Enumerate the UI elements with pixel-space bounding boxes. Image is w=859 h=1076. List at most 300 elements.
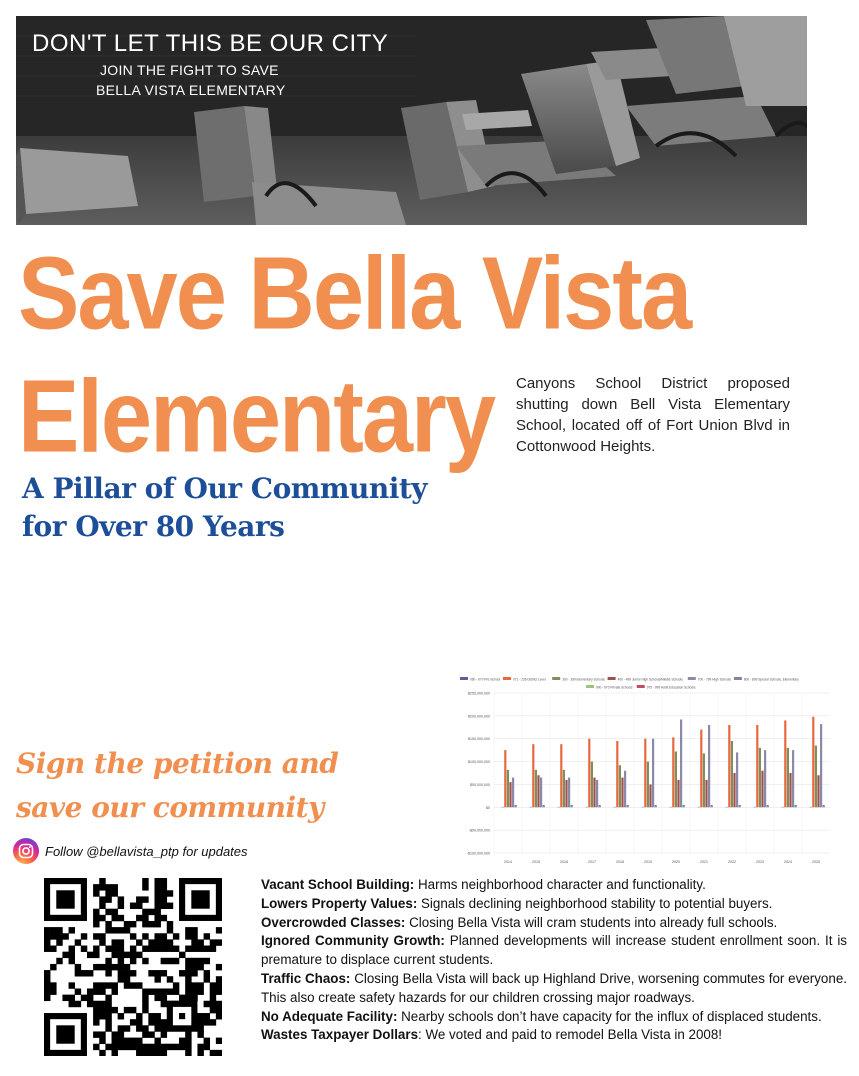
qr-module [44,982,50,988]
qr-module [210,1007,216,1013]
qr-module [197,939,203,945]
reason-label: Traffic Chaos: [261,970,351,986]
qr-module [130,946,136,952]
qr-module [185,1044,191,1050]
x-tick-label: 2018 [616,860,624,864]
bar [680,720,682,808]
qr-module [118,915,124,921]
qr-module [148,1050,154,1056]
reason-item [261,1008,847,1027]
qr-module [69,946,75,952]
qr-module [118,939,124,945]
qr-module [161,915,167,921]
qr-module [154,884,160,890]
legend-swatch [460,677,468,680]
qr-module [161,896,167,902]
qr-module [167,939,173,945]
bar [728,725,730,807]
hero-headline: DON'T LET THIS BE OUR CITY [32,30,389,57]
qr-module [185,958,191,964]
reason-item [261,932,847,970]
qr-module [50,964,56,970]
qr-module [161,995,167,1001]
qr-module [99,1013,105,1019]
qr-module [210,988,216,994]
qr-module [154,915,160,921]
qr-module [148,1013,154,1019]
bar [591,762,593,808]
qr-module [87,1001,93,1007]
qr-module [105,890,111,896]
y-tick-label: $150,000,000 [468,737,490,742]
bar [588,739,590,808]
bar [647,762,649,808]
qr-module [93,982,99,988]
qr-module [148,939,154,945]
bar [596,780,598,807]
qr-module [62,995,68,1001]
qr-module [93,1031,99,1037]
qr-module [99,1031,105,1037]
qr-module [99,964,105,970]
qr-module [112,982,118,988]
qr-module [185,927,191,933]
qr-module [142,988,148,994]
qr-module [124,1044,130,1050]
qr-module [204,1001,210,1007]
qr-module [75,1001,81,1007]
legend-swatch [734,677,742,680]
reasons-list [261,876,847,1045]
qr-module [142,878,148,884]
qr-module [112,909,118,915]
qr-module [167,946,173,952]
bar [795,805,797,807]
qr-module [197,1013,203,1019]
qr-module [216,1013,222,1019]
qr-module [185,933,191,939]
bar [540,778,542,808]
qr-module [112,915,118,921]
qr-module [197,1025,203,1031]
qr-module [142,958,148,964]
qr-module [118,1044,124,1050]
qr-module [69,1001,75,1007]
qr-module [118,958,124,964]
qr-module [136,1025,142,1031]
reason-item [261,970,847,1008]
bar [675,752,677,808]
qr-module [154,903,160,909]
qr-module [204,970,210,976]
qr-module [197,1050,203,1056]
qr-module [204,933,210,939]
qr-module [105,946,111,952]
instagram-follow[interactable] [13,838,248,864]
bar [817,775,819,807]
qr-module [62,952,68,958]
qr-module [112,1044,118,1050]
qr-module [99,1050,105,1056]
qr-module [185,1038,191,1044]
qr-module [136,915,142,921]
qr-module [167,903,173,909]
qr-module [154,970,160,976]
qr-module [154,933,160,939]
qr-module [142,1025,148,1031]
qr-module [56,939,62,945]
qr-module [191,946,197,952]
qr-module [173,933,179,939]
qr-module [179,1044,185,1050]
qr-module [142,1031,148,1037]
reason-text: Nearby schools don’t have capacity for the influx of displaced students. [397,1008,822,1024]
qr-module [142,1044,148,1050]
bar [565,780,567,807]
reason-item [261,914,847,933]
qr-module [216,927,222,933]
instagram-follow-text: Follow @bellavista_ptp for updates [45,843,248,859]
qr-module [142,896,148,902]
petition-call [16,742,338,830]
qr-module [99,878,105,884]
qr-module [142,933,148,939]
reason-text: Closing Bella Vista will cram students into already full schools. [405,914,778,930]
qr-module [99,903,105,909]
x-tick-label: 2014 [504,860,512,864]
qr-module [136,1038,142,1044]
qr-module [161,1050,167,1056]
qr-module [44,946,50,952]
reason-text: Harms neighborhood character and functionality. [414,877,706,892]
hero-banner [16,16,807,225]
qr-module [118,1025,124,1031]
qr-module [210,995,216,1001]
qr-module [216,976,222,982]
qr-module [154,1013,160,1019]
qr-module [105,982,111,988]
qr-module [179,1038,185,1044]
x-tick-label: 2022 [728,860,736,864]
qr-module [197,1031,203,1037]
qr-module [99,896,105,902]
qr-module [130,1044,136,1050]
legend-label: 060 - 070 Pre-School [470,677,501,682]
qr-module [112,1007,118,1013]
funding-bar-chart [446,673,834,865]
y-tick-label: $100,000,000 [468,760,490,765]
qr-module [69,982,75,988]
qr-module [185,995,191,1001]
qr-module [148,921,154,927]
qr-module [154,878,160,884]
qr-module [130,982,136,988]
qr-module [118,976,124,982]
qr-module [136,939,142,945]
legend-swatch [688,677,696,680]
qr-module [105,1001,111,1007]
qr-module [136,1050,142,1056]
qr-module [105,1044,111,1050]
bar [616,741,618,807]
qr-module [161,958,167,964]
petition-qr-code[interactable] [44,878,222,1056]
qr-module [87,970,93,976]
qr-module [210,1050,216,1056]
qr-module [118,946,124,952]
qr-module [105,1013,111,1019]
qr-module [93,884,99,890]
bar [705,780,707,807]
qr-module [50,927,56,933]
qr-module [191,933,197,939]
qr-module [204,1038,210,1044]
qr-module [99,988,105,994]
x-tick-label: 2024 [784,860,792,864]
qr-module [161,933,167,939]
qr-module [44,970,50,976]
qr-module [93,909,99,915]
pillar-line-2: for Over 80 Years [22,510,285,543]
hero-subline-2: BELLA VISTA ELEMENTARY [96,82,286,98]
qr-module [99,1001,105,1007]
x-tick-label: 2025 [812,860,820,864]
qr-module [216,982,222,988]
qr-module [44,988,50,994]
qr-module [216,939,222,945]
qr-module [50,982,56,988]
bar [560,744,562,807]
qr-module [81,946,87,952]
legend-swatch [637,685,645,688]
qr-module [154,988,160,994]
qr-module [105,1025,111,1031]
legend-label: 975 - 999 Adult Education Schools [646,685,696,690]
qr-module [204,1019,210,1025]
reason-item [261,876,847,895]
qr-module [44,976,50,982]
petition-line-2: save our community [16,791,324,824]
qr-module [75,964,81,970]
qr-module [216,1007,222,1013]
qr-module [112,884,118,890]
bar [644,739,646,808]
reason-text: Signals declining neighborhood stability to potential buyers. [417,895,773,911]
qr-module [185,964,191,970]
x-tick-label: 2016 [560,860,568,864]
reason-label: Overcrowded Classes: [261,914,406,930]
qr-module [56,958,62,964]
qr-module [118,1038,124,1044]
qr-module [216,964,222,970]
qr-module [216,1050,222,1056]
qr-module [173,1044,179,1050]
reason-text: Planned developments will increase student enrollment soon. It is premature to displace current students. [261,933,847,968]
qr-module [136,1019,142,1025]
bar [703,753,705,807]
bar [767,805,769,807]
legend-swatch [608,677,616,680]
qr-module [216,1038,222,1044]
qr-module [112,939,118,945]
qr-module [161,1044,167,1050]
qr-module [161,884,167,890]
qr-module [167,890,173,896]
bar [624,771,626,808]
qr-module [62,933,68,939]
qr-module [124,1038,130,1044]
qr-module [105,958,111,964]
qr-module [142,1007,148,1013]
qr-module [118,952,124,958]
reason-label: Lowers Property Values: [261,895,418,911]
qr-module [191,995,197,1001]
qr-module [69,995,75,1001]
bar [739,805,741,807]
qr-module [112,1031,118,1037]
y-tick-label: $200,000,000 [468,714,490,719]
qr-module [185,946,191,952]
qr-module [167,976,173,982]
bar [504,750,506,807]
qr-module [124,970,130,976]
x-tick-label: 2023 [756,860,764,864]
qr-module [118,970,124,976]
qr-module [210,939,216,945]
qr-module [50,946,56,952]
qr-module [124,964,130,970]
bar [812,717,814,808]
qr-module [154,921,160,927]
qr-module [161,939,167,945]
y-tick-label: $0 [486,805,490,810]
x-tick-label: 2021 [700,860,708,864]
qr-module [81,970,87,976]
qr-module [69,952,75,958]
legend-swatch [503,677,511,680]
qr-module [167,988,173,994]
qr-module [161,1019,167,1025]
qr-module [197,946,203,952]
bar [619,765,621,807]
qr-module [148,1044,154,1050]
qr-module [124,976,130,982]
qr-module [179,995,185,1001]
qr-module [161,1001,167,1007]
qr-module [93,933,99,939]
qr-module [154,909,160,915]
bar [515,805,517,807]
qr-module [105,896,111,902]
bar [507,770,509,807]
qr-module [130,921,136,927]
qr-module [112,890,118,896]
qr-module [130,903,136,909]
qr-module [154,995,160,1001]
qr-module [99,939,105,945]
qr-module [204,1013,210,1019]
legend-label: 700 - 799 High Schools [697,677,731,682]
qr-module [191,970,197,976]
bar [672,737,674,807]
qr-module [81,995,87,1001]
qr-module [179,952,185,958]
qr-module [124,952,130,958]
qr-module [105,921,111,927]
qr-module [93,964,99,970]
qr-module [118,896,124,902]
qr-module [204,1044,210,1050]
qr-module [99,884,105,890]
qr-module [161,903,167,909]
qr-module [197,1044,203,1050]
bar [764,750,766,807]
qr-module [142,921,148,927]
qr-module [93,1044,99,1050]
bar [543,805,545,807]
bar [532,744,534,807]
qr-module [75,988,81,994]
qr-module [130,958,136,964]
qr-module [99,1038,105,1044]
qr-module [154,1019,160,1025]
qr-module [93,915,99,921]
qr-module [173,958,179,964]
qr-module [44,995,50,1001]
qr-module [50,988,56,994]
legend-swatch [552,677,560,680]
legend-label: 900 - 970 Private Schools [596,685,633,690]
qr-module [161,1031,167,1037]
legend-label: 400 - 499 Junior High Schools/Middle Schools [617,677,683,682]
qr-module [124,927,130,933]
page-title-line-1: Save Bella Vista [18,236,691,351]
qr-module [154,976,160,982]
intro-paragraph: Canyons School District proposed shutting down Bell Vista Elementary School, located off of Fort Union Blvd in Cottonwood Heights. [516,375,790,455]
qr-align-inner [179,1013,185,1019]
qr-module [136,1044,142,1050]
qr-module [130,933,136,939]
legend-swatch [586,685,594,688]
reason-label: Wastes Taxpayer Dollars [261,1027,419,1043]
qr-module [185,970,191,976]
hero-subline-1: JOIN THE FIGHT TO SAVE [100,62,279,78]
qr-module [142,884,148,890]
qr-module [99,1007,105,1013]
qr-module [105,927,111,933]
qr-module [204,976,210,982]
qr-module [105,1007,111,1013]
qr-module [204,958,210,964]
qr-module [130,970,136,976]
qr-module [161,890,167,896]
bar [731,741,733,807]
qr-module [154,896,160,902]
qr-module [118,903,124,909]
qr-module [118,927,124,933]
qr-module [93,1013,99,1019]
qr-module [210,982,216,988]
reason-item [261,1026,847,1045]
qr-module [130,1007,136,1013]
qr-module [191,927,197,933]
qr-module [118,1031,124,1037]
qr-module [173,946,179,952]
bar [789,773,791,807]
qr-module [105,964,111,970]
qr-finder-inner [56,1025,74,1043]
bar [711,805,713,807]
